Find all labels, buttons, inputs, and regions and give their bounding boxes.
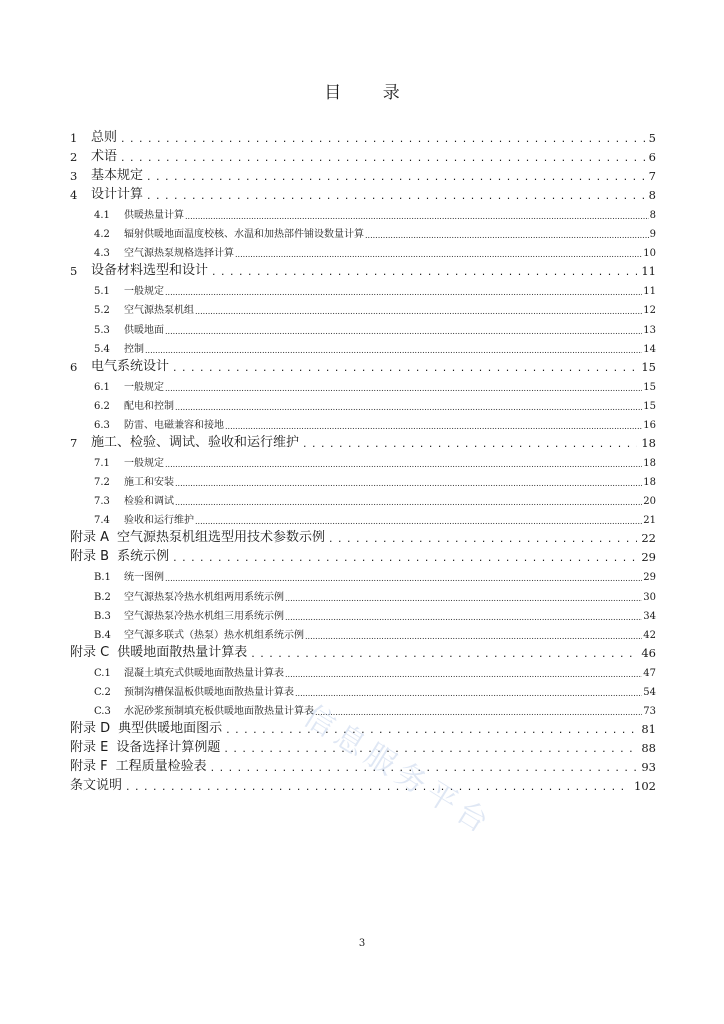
dot-leader bbox=[121, 151, 645, 164]
page-title: 目 录 bbox=[324, 83, 418, 103]
toc-entry-title: 空气源热泵冷热水机组三用系统示例 bbox=[124, 610, 284, 622]
toc-entry[interactable] bbox=[70, 603, 656, 622]
dot-leader bbox=[165, 383, 642, 393]
toc-entry[interactable] bbox=[70, 507, 656, 526]
toc-entry-number: 5 bbox=[70, 264, 78, 279]
toc-entry-number: 附录 C bbox=[70, 644, 110, 660]
toc-entry-title: 空气源热泵机组选型用技术参数示例 bbox=[117, 530, 326, 546]
dot-leader bbox=[285, 612, 642, 622]
dot-leader bbox=[285, 593, 642, 603]
dot-leader bbox=[173, 551, 637, 564]
toc-entry-title: 水泥砂浆预制填充板供暖地面散热量计算表 bbox=[124, 705, 314, 717]
toc-entry-page: 22 bbox=[641, 531, 656, 546]
toc-entry-page: 54 bbox=[643, 686, 656, 698]
toc-entry[interactable] bbox=[70, 583, 656, 602]
toc-entry-number: 7.2 bbox=[94, 477, 110, 489]
toc-entry-title: 典型供暖地面图示 bbox=[118, 720, 223, 736]
toc-entry-page: 11 bbox=[641, 264, 656, 279]
toc-entry[interactable] bbox=[70, 755, 656, 774]
toc-entry-number: B.4 bbox=[94, 629, 111, 641]
page-number: 3 bbox=[358, 938, 366, 949]
toc-entry-title: 一般规定 bbox=[124, 381, 164, 393]
dot-leader bbox=[175, 402, 642, 412]
toc-entry-number: 7 bbox=[70, 435, 78, 450]
toc-entry[interactable] bbox=[70, 145, 656, 164]
toc-entry-title: 防雷、电磁兼容和接地 bbox=[124, 419, 224, 431]
toc-entry[interactable] bbox=[70, 660, 656, 679]
toc-entry[interactable] bbox=[70, 526, 656, 545]
toc-entry-page: 29 bbox=[641, 550, 656, 565]
dot-leader bbox=[145, 345, 642, 355]
watermark: 信息服务平台 bbox=[297, 698, 499, 843]
dot-leader bbox=[305, 631, 642, 641]
toc-entry-page: 29 bbox=[643, 572, 656, 584]
toc-entry[interactable] bbox=[70, 221, 656, 240]
toc-entry[interactable] bbox=[70, 679, 656, 698]
dot-leader bbox=[303, 437, 637, 450]
dot-leader bbox=[126, 780, 630, 793]
toc-entry-title: 空气源热泵冷热水机组两用系统示例 bbox=[124, 591, 284, 603]
toc-entry-page: 15 bbox=[641, 359, 656, 374]
toc-entry-page: 11 bbox=[643, 286, 656, 298]
toc-entry-number: 4 bbox=[70, 188, 78, 202]
toc-entry-title: 设备选择计算例题 bbox=[116, 739, 221, 755]
toc-entry-number: 1 bbox=[70, 131, 78, 145]
toc-entry-page: 18 bbox=[643, 477, 656, 489]
toc-entry-page: 16 bbox=[643, 419, 656, 431]
toc-entry-number: 2 bbox=[70, 150, 78, 164]
toc-entry-title: 工程质量检验表 bbox=[115, 758, 207, 774]
toc-entry-title: 设备材料选型和设计 bbox=[91, 263, 209, 279]
toc-entry-number: 附录 B bbox=[70, 549, 110, 565]
toc-entry-title: 供暖热量计算 bbox=[124, 210, 184, 222]
toc-entry-number: 6.1 bbox=[94, 381, 110, 393]
toc-entry-number: 4.3 bbox=[94, 248, 110, 260]
toc-entry-title: 配电和控制 bbox=[124, 400, 174, 412]
toc-entry[interactable] bbox=[70, 450, 656, 469]
dot-leader bbox=[365, 230, 649, 240]
dot-leader bbox=[173, 361, 637, 374]
toc-entry-title: 检验和调试 bbox=[124, 496, 174, 508]
toc-entry[interactable] bbox=[70, 202, 656, 221]
toc-entry-page: 30 bbox=[643, 591, 656, 603]
toc-entry-page: 6 bbox=[648, 150, 656, 164]
toc-entry-title: 条文说明 bbox=[70, 777, 123, 793]
dot-leader bbox=[225, 421, 642, 431]
toc-entry-number: 7.4 bbox=[94, 515, 110, 527]
toc-entry-number: 7.1 bbox=[94, 458, 110, 470]
toc-entry[interactable] bbox=[70, 774, 656, 793]
toc-entry-page: 13 bbox=[643, 324, 656, 336]
toc-entry-page: 102 bbox=[634, 778, 656, 793]
toc-entry[interactable] bbox=[70, 736, 656, 755]
dot-leader bbox=[295, 688, 642, 698]
toc-entry-page: 5 bbox=[648, 131, 656, 145]
toc-entry-number: 6.3 bbox=[94, 419, 110, 431]
dot-leader bbox=[211, 761, 638, 774]
toc-entry-title: 施工、检验、调试、验收和运行维护 bbox=[91, 434, 300, 450]
toc-entry-number: B.1 bbox=[94, 572, 111, 584]
toc-entry[interactable] bbox=[70, 183, 656, 202]
toc-entry-number: 4.2 bbox=[94, 229, 110, 241]
toc-entry-title: 空气源热泵机组 bbox=[124, 305, 194, 317]
dot-leader bbox=[315, 707, 642, 717]
toc-entry-page: 81 bbox=[641, 721, 656, 736]
dot-leader bbox=[147, 170, 645, 183]
toc-entry[interactable] bbox=[70, 412, 656, 431]
toc-entry[interactable] bbox=[70, 641, 656, 660]
dot-leader bbox=[226, 723, 637, 736]
dot-leader bbox=[175, 497, 642, 507]
toc-entry[interactable] bbox=[70, 355, 656, 374]
toc-entry-page: 20 bbox=[643, 496, 656, 508]
toc-entry-page: 18 bbox=[643, 458, 656, 470]
toc-entry[interactable] bbox=[70, 297, 656, 316]
toc-entry[interactable] bbox=[70, 259, 656, 278]
toc-entry-title: 一般规定 bbox=[124, 458, 164, 470]
toc-entry-title: 系统示例 bbox=[117, 549, 170, 565]
toc-entry-title: 验收和运行维护 bbox=[124, 515, 194, 527]
dot-leader bbox=[165, 287, 642, 297]
toc-entry-page: 42 bbox=[643, 629, 656, 641]
dot-leader bbox=[121, 132, 645, 145]
toc-entry[interactable] bbox=[70, 393, 656, 412]
toc-entry-page: 73 bbox=[643, 705, 656, 717]
toc-entry[interactable] bbox=[70, 545, 656, 564]
dot-leader bbox=[147, 189, 645, 202]
toc-entry-page: 15 bbox=[643, 400, 656, 412]
toc-entry-page: 9 bbox=[649, 229, 656, 241]
toc-entry-title: 空气源热泵规格选择计算 bbox=[124, 248, 234, 260]
toc-entry-number: 5.2 bbox=[94, 305, 110, 317]
toc-entry[interactable] bbox=[70, 316, 656, 335]
toc-entry-number: C.2 bbox=[94, 686, 111, 698]
dot-leader bbox=[212, 265, 637, 278]
toc-entry-number: 附录 E bbox=[70, 739, 109, 755]
toc-entry-page: 14 bbox=[643, 343, 656, 355]
dot-leader bbox=[165, 573, 642, 583]
toc-entry-page: 34 bbox=[643, 610, 656, 622]
dot-leader bbox=[195, 306, 642, 316]
toc-entry-number: 3 bbox=[70, 169, 78, 183]
toc-entry-page: 10 bbox=[643, 248, 656, 260]
toc-entry-page: 15 bbox=[643, 381, 656, 393]
dot-leader bbox=[251, 647, 637, 660]
toc-entry-number: 6.2 bbox=[94, 400, 110, 412]
toc-entry-title: 预制沟槽保温板供暖地面散热量计算表 bbox=[124, 686, 294, 698]
toc-entry-title: 术语 bbox=[91, 149, 118, 164]
toc-entry[interactable] bbox=[70, 717, 656, 736]
toc-entry[interactable] bbox=[70, 431, 656, 450]
dot-leader bbox=[175, 478, 642, 488]
toc-entry-number: 7.3 bbox=[94, 496, 110, 508]
toc-entry-page: 7 bbox=[648, 169, 656, 183]
toc-entry-number: 附录 D bbox=[70, 720, 111, 736]
toc-entry-number: 5.1 bbox=[94, 286, 110, 298]
dot-leader bbox=[285, 669, 642, 679]
toc-entry-number: 5.3 bbox=[94, 324, 110, 336]
table-of-contents bbox=[70, 126, 656, 793]
toc-entry[interactable] bbox=[70, 336, 656, 355]
toc-entry-number: 附录 A bbox=[70, 530, 110, 546]
toc-entry[interactable] bbox=[70, 488, 656, 507]
toc-entry-number: C.3 bbox=[94, 705, 111, 717]
toc-entry-title: 施工和安装 bbox=[124, 477, 174, 489]
toc-entry-title: 供暖地面 bbox=[124, 324, 164, 336]
toc-entry-page: 46 bbox=[641, 645, 656, 660]
toc-entry[interactable] bbox=[70, 698, 656, 717]
dot-leader bbox=[329, 532, 637, 545]
toc-entry-title: 辐射供暖地面温度校核、水温和加热部件铺设数量计算 bbox=[124, 229, 364, 241]
toc-entry-title: 一般规定 bbox=[124, 286, 164, 298]
dot-leader bbox=[165, 459, 642, 469]
toc-entry[interactable] bbox=[70, 164, 656, 183]
toc-entry-page: 8 bbox=[649, 210, 656, 222]
toc-entry-title: 供暖地面散热量计算表 bbox=[117, 644, 248, 660]
toc-entry[interactable] bbox=[70, 374, 656, 393]
toc-entry-page: 8 bbox=[648, 188, 656, 202]
toc-entry-title: 混凝土填充式供暖地面散热量计算表 bbox=[124, 667, 284, 679]
toc-entry-page: 47 bbox=[643, 667, 656, 679]
dot-leader bbox=[195, 516, 642, 526]
toc-entry-number: B.2 bbox=[94, 591, 111, 603]
toc-entry-page: 21 bbox=[643, 515, 656, 527]
dot-leader bbox=[165, 326, 642, 336]
toc-entry-number: 4.1 bbox=[94, 210, 110, 222]
toc-entry[interactable] bbox=[70, 278, 656, 297]
toc-entry-page: 12 bbox=[643, 305, 656, 317]
toc-entry[interactable] bbox=[70, 564, 656, 583]
toc-entry[interactable] bbox=[70, 126, 656, 145]
toc-entry-title: 统一图例 bbox=[124, 572, 164, 584]
toc-entry-title: 电气系统设计 bbox=[91, 358, 170, 374]
toc-entry-page: 93 bbox=[641, 759, 656, 774]
toc-entry-number: 5.4 bbox=[94, 343, 110, 355]
toc-entry[interactable] bbox=[70, 622, 656, 641]
toc-entry-number: 附录 F bbox=[70, 758, 108, 774]
toc-entry-title: 空气源多联式（热泵）热水机组系统示例 bbox=[124, 629, 304, 641]
dot-leader bbox=[224, 742, 637, 755]
toc-entry[interactable] bbox=[70, 469, 656, 488]
dot-leader bbox=[235, 249, 642, 259]
toc-entry-title: 总则 bbox=[91, 130, 118, 145]
toc-entry-page: 88 bbox=[641, 740, 656, 755]
dot-leader bbox=[185, 211, 649, 221]
toc-entry-number: B.3 bbox=[94, 610, 111, 622]
toc-entry-number: C.1 bbox=[94, 667, 111, 679]
toc-entry[interactable] bbox=[70, 240, 656, 259]
toc-entry-number: 6 bbox=[70, 359, 78, 374]
toc-entry-title: 基本规定 bbox=[91, 168, 144, 183]
toc-entry-page: 18 bbox=[641, 435, 656, 450]
toc-entry-title: 控制 bbox=[124, 343, 144, 355]
toc-entry-title: 设计计算 bbox=[91, 187, 144, 202]
